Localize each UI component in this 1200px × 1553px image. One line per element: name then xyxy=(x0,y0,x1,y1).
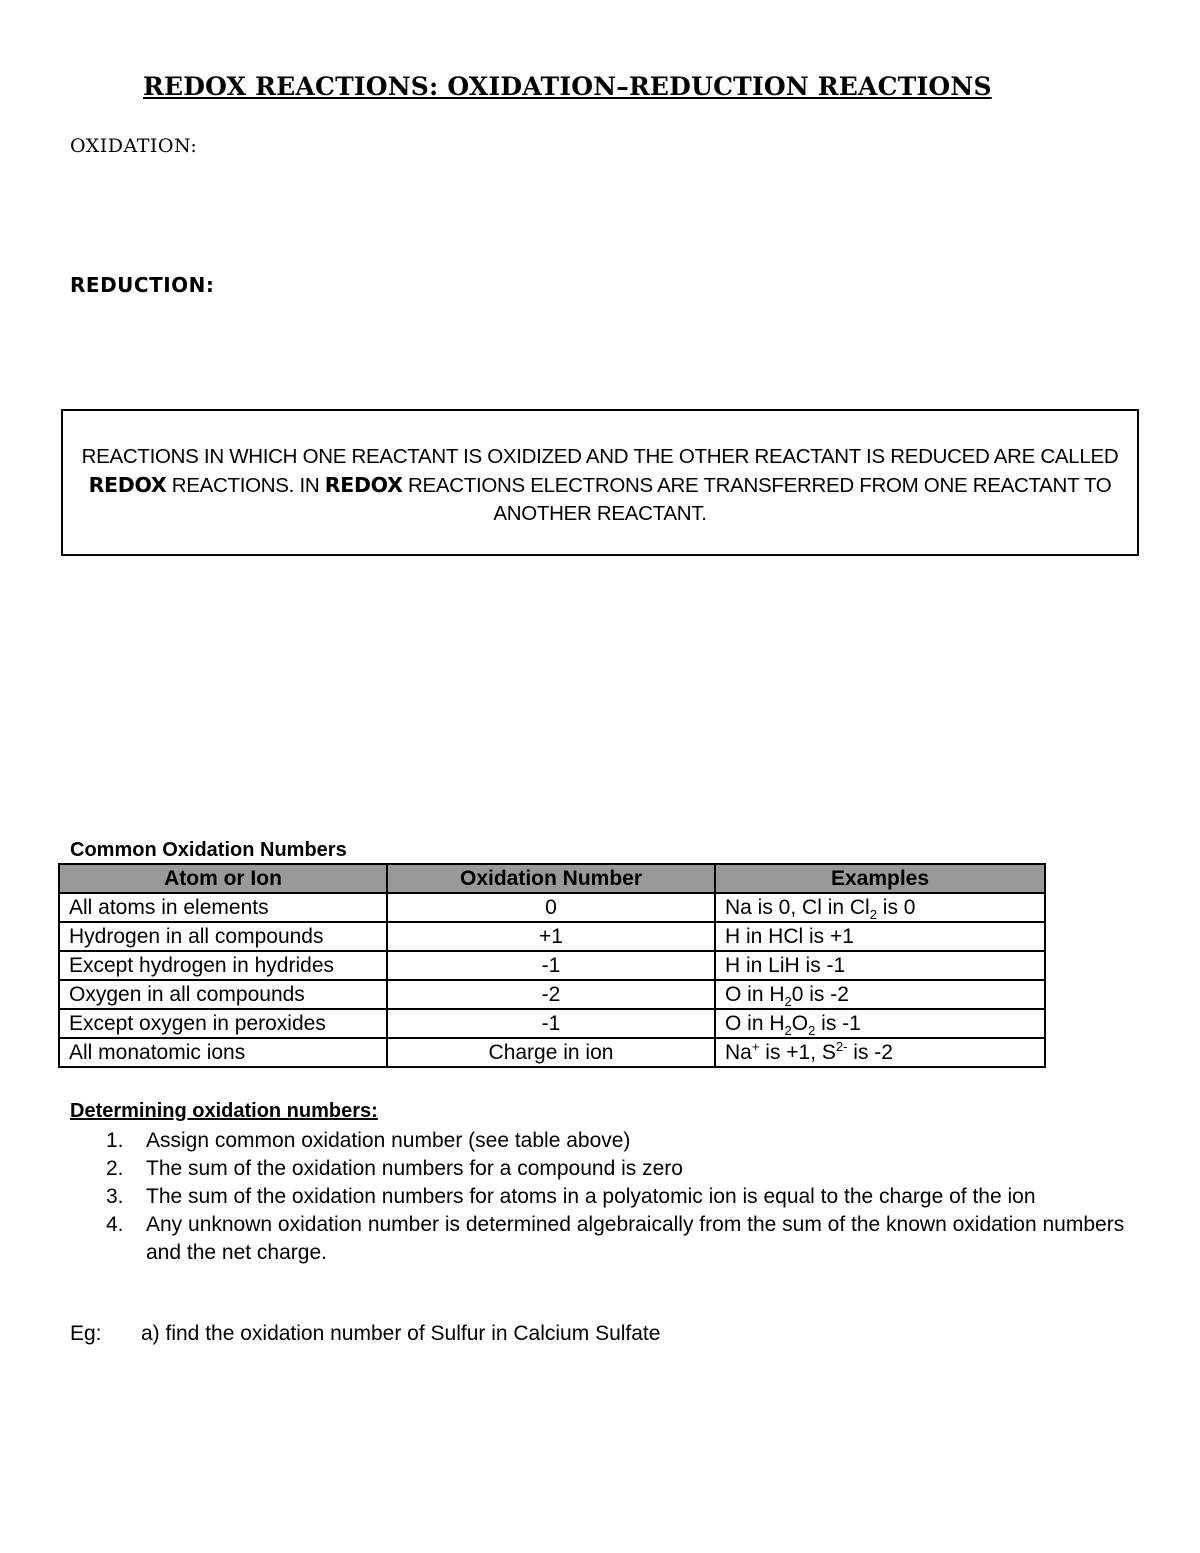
atom-cell: Hydrogen in all compounds xyxy=(59,922,387,951)
table-row xyxy=(59,1038,1045,1067)
example-cell: O in $H_2O_2$ is -1 xyxy=(715,1009,1045,1038)
column-header: Oxidation Number xyxy=(387,864,715,893)
reduction-label: REDUCTION: xyxy=(70,273,215,297)
oxidation-number-cell: -2 xyxy=(387,980,715,1009)
step-number: 4. xyxy=(106,1213,124,1236)
table-row xyxy=(59,980,1045,1009)
example-cell: O in $H_20$ is -2 xyxy=(715,980,1045,1009)
list-item xyxy=(106,1183,1136,1211)
atom-cell: Oxygen in all compounds xyxy=(59,980,387,1009)
determining-heading: Determining oxidation numbers: xyxy=(70,1100,378,1122)
atom-cell: Except oxygen in peroxides xyxy=(59,1009,387,1038)
example-line xyxy=(70,1322,661,1346)
atom-cell: All atoms in elements xyxy=(59,893,387,922)
example-question: a) find the oxidation number of Sulfur in Calcium Sulfate xyxy=(141,1322,661,1345)
step-text: The sum of the oxidation numbers for a compound is zero xyxy=(146,1157,683,1180)
table-header-row xyxy=(59,864,1045,893)
step-text: Any unknown oxidation number is determined algebraically from the sum of the known oxidation numbers and the net charge. xyxy=(146,1213,1125,1264)
redox-definition-box xyxy=(61,409,1139,556)
example-label: Eg: xyxy=(70,1322,102,1345)
page-title: REDOX REACTIONS: OXIDATION–REDUCTION REACTIONS xyxy=(143,72,992,101)
redox-definition-text: REACTIONS IN WHICH ONE REACTANT IS OXIDIZED AND THE OTHER REACTANT IS REDUCED ARE CALLED REDOX REACTIONS. IN REDOX REACTIONS ELECTRONS ARE TRANSFERRED FROM ONE REACTANT TO ANOTHER REACTANT. xyxy=(81,445,1119,525)
step-number: 1. xyxy=(106,1129,124,1152)
oxidation-label: OXIDATION: xyxy=(70,135,198,157)
example-cell: H in HCl is +1 xyxy=(715,922,1045,951)
table-row xyxy=(59,893,1045,922)
step-text: Assign common oxidation number (see table above) xyxy=(146,1129,631,1152)
table-row xyxy=(59,1009,1045,1038)
determining-steps-list xyxy=(106,1127,1136,1267)
table-caption: Common Oxidation Numbers xyxy=(70,839,347,861)
table-row xyxy=(59,951,1045,980)
step-text: The sum of the oxidation numbers for atoms in a polyatomic ion is equal to the charge of the ion xyxy=(146,1185,1036,1208)
oxidation-number-cell: -1 xyxy=(387,951,715,980)
step-number: 3. xyxy=(106,1185,124,1208)
list-item xyxy=(106,1127,1136,1155)
example-cell: Na is 0, Cl in $Cl_2$ is 0 xyxy=(715,893,1045,922)
atom-cell: Except hydrogen in hydrides xyxy=(59,951,387,980)
column-header: Atom or Ion xyxy=(59,864,387,893)
list-item xyxy=(106,1211,1136,1267)
list-item xyxy=(106,1155,1136,1183)
oxidation-number-cell: Charge in ion xyxy=(387,1038,715,1067)
table-row xyxy=(59,922,1045,951)
oxidation-number-cell: -1 xyxy=(387,1009,715,1038)
oxidation-numbers-table xyxy=(58,863,1046,1068)
oxidation-number-cell: 0 xyxy=(387,893,715,922)
example-cell: H in LiH is -1 xyxy=(715,951,1045,980)
step-number: 2. xyxy=(106,1157,124,1180)
column-header: Examples xyxy=(715,864,1045,893)
oxidation-number-cell: +1 xyxy=(387,922,715,951)
atom-cell: All monatomic ions xyxy=(59,1038,387,1067)
example-cell: Na+ is +1, $S^{2-}$ is -2 xyxy=(715,1038,1045,1067)
